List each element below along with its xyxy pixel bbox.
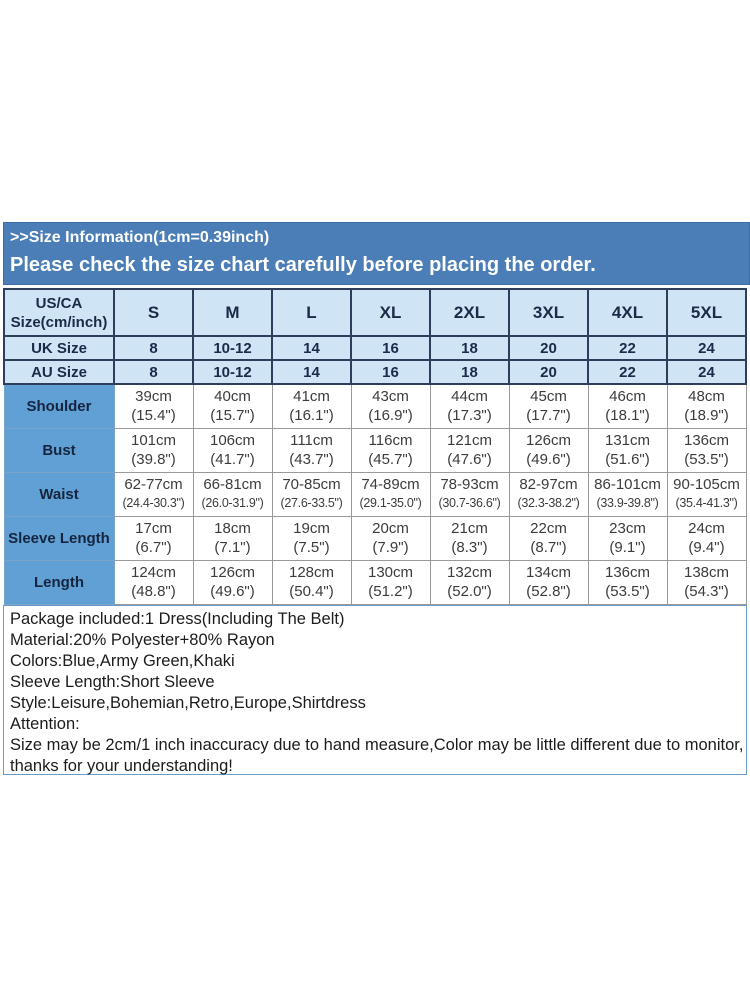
- inch-value: (43.7"): [289, 451, 334, 468]
- cm-value: 39cm: [135, 388, 172, 406]
- au-size-row: [4, 360, 746, 384]
- measurement-cell: [272, 384, 351, 428]
- measurement-label: Length: [4, 560, 114, 604]
- cm-value: 126cm: [209, 564, 256, 581]
- inch-value: (53.5"): [605, 583, 650, 600]
- measurement-cell: [193, 384, 272, 428]
- cm-value: 70-85cm: [282, 476, 341, 493]
- cm-value: 131cm: [604, 432, 651, 449]
- measurement-cell: [667, 384, 746, 428]
- inch-value: (7.9"): [372, 539, 409, 556]
- cm-value: 66-81cm: [203, 476, 262, 493]
- au-size-cell: 16: [351, 360, 430, 384]
- au-size-cell: 24: [667, 360, 746, 384]
- cm-value: 62-77cm: [124, 476, 183, 493]
- inch-value: (49.6"): [210, 583, 255, 600]
- measurement-cell: [351, 560, 430, 604]
- cm-value: 24cm: [688, 520, 725, 537]
- cm-value: 136cm: [604, 564, 651, 581]
- measurement-cell: [193, 560, 272, 604]
- cm-value: 86-101cm: [594, 476, 661, 493]
- inch-value: (30.7-36.6"): [438, 496, 501, 510]
- inch-value: (18.9"): [684, 407, 729, 425]
- size-header-row: [4, 289, 746, 336]
- corner-header-line2: Size(cm/inch): [10, 313, 108, 331]
- measurement-cell: [588, 560, 667, 604]
- measurement-label: Shoulder: [4, 384, 114, 428]
- measurement-cell: [114, 516, 193, 560]
- uk-size-cell: 22: [588, 336, 667, 360]
- details-line: Attention:: [10, 715, 80, 733]
- cm-value: 18cm: [214, 520, 251, 537]
- details-line: Material:20% Polyester+80% Rayon: [10, 631, 275, 649]
- au-size-cell: 22: [588, 360, 667, 384]
- cm-value: 106cm: [209, 432, 256, 449]
- cm-value: 101cm: [130, 432, 177, 449]
- inch-value: (7.1"): [214, 539, 251, 556]
- au-size-cell: 8: [114, 360, 193, 384]
- measurement-cell: [272, 428, 351, 472]
- inch-value: (53.5"): [684, 451, 729, 468]
- cm-value: 130cm: [367, 564, 414, 581]
- size-column-header: 5XL: [667, 289, 746, 336]
- header-banner: [3, 222, 750, 285]
- measurement-row: [4, 428, 746, 472]
- measurement-cell: [509, 560, 588, 604]
- cm-value: 20cm: [372, 520, 409, 537]
- measurement-cell: [667, 428, 746, 472]
- measurement-rows: [4, 384, 746, 604]
- inch-value: (51.6"): [605, 451, 650, 468]
- measurement-cell: [667, 472, 746, 516]
- inch-value: (9.1"): [609, 539, 646, 556]
- measurement-row: [4, 384, 746, 428]
- inch-value: (6.7"): [135, 539, 172, 556]
- inch-value: (49.6"): [526, 451, 571, 468]
- size-check-notice: Please check the size chart carefully before placing the order.: [10, 254, 596, 276]
- measurement-cell: [509, 516, 588, 560]
- inch-value: (18.1"): [605, 407, 650, 425]
- uk-size-cell: 20: [509, 336, 588, 360]
- cm-value: 43cm: [372, 388, 409, 406]
- measurement-label: Waist: [4, 472, 114, 516]
- inch-value: (9.4"): [688, 539, 725, 556]
- measurement-label: Sleeve Length: [4, 516, 114, 560]
- inch-value: (15.7"): [210, 407, 255, 425]
- measurement-row: [4, 472, 746, 516]
- cm-value: 124cm: [130, 564, 177, 581]
- cm-value: 134cm: [525, 564, 572, 581]
- inch-value: (7.5"): [293, 539, 330, 556]
- details-line: Style:Leisure,Bohemian,Retro,Europe,Shirtdress: [10, 694, 366, 712]
- inch-value: (51.2"): [368, 583, 413, 600]
- size-column-header: S: [114, 289, 193, 336]
- uk-size-cell: 10-12: [193, 336, 272, 360]
- cm-value: 116cm: [368, 432, 413, 449]
- cm-value: 46cm: [609, 388, 646, 406]
- size-table: [3, 288, 747, 605]
- measurement-cell: [430, 428, 509, 472]
- measurement-cell: [430, 560, 509, 604]
- inch-value: (41.7"): [210, 451, 255, 468]
- corner-header-line1: US/CA: [35, 294, 83, 312]
- measurement-cell: [193, 472, 272, 516]
- measurement-cell: [272, 560, 351, 604]
- size-column-header: 4XL: [588, 289, 667, 336]
- au-size-cell: 10-12: [193, 360, 272, 384]
- measurement-cell: [667, 560, 746, 604]
- inch-value: (16.1"): [289, 407, 334, 425]
- measurement-cell: [430, 472, 509, 516]
- cm-value: 45cm: [530, 388, 567, 406]
- inch-value: (48.8"): [131, 583, 176, 600]
- uk-size-row: [4, 336, 746, 360]
- inch-value: (29.1-35.0"): [359, 496, 422, 510]
- au-size-cell: 14: [272, 360, 351, 384]
- measurement-cell: [114, 384, 193, 428]
- uk-size-cell: 24: [667, 336, 746, 360]
- measurement-cell: [114, 560, 193, 604]
- cm-value: 17cm: [135, 520, 172, 537]
- inch-value: (27.6-33.5"): [280, 496, 343, 510]
- cm-value: 21cm: [451, 520, 488, 537]
- measurement-cell: [193, 516, 272, 560]
- cm-value: 19cm: [293, 520, 330, 537]
- size-column-header: 3XL: [509, 289, 588, 336]
- inch-value: (8.3"): [451, 539, 488, 556]
- measurement-cell: [588, 384, 667, 428]
- measurement-row: [4, 560, 746, 604]
- cm-value: 22cm: [530, 520, 567, 537]
- uk-size-cell: 14: [272, 336, 351, 360]
- au-size-cell: 20: [509, 360, 588, 384]
- measurement-cell: [351, 384, 430, 428]
- measurement-cell: [114, 428, 193, 472]
- cm-value: 48cm: [688, 388, 725, 406]
- cm-value: 138cm: [683, 564, 730, 581]
- measurement-row: [4, 516, 746, 560]
- cm-value: 126cm: [525, 432, 572, 449]
- size-column-header: M: [193, 289, 272, 336]
- inch-value: (8.7"): [530, 539, 567, 556]
- cm-value: 132cm: [446, 564, 493, 581]
- measurement-cell: [509, 472, 588, 516]
- measurement-cell: [509, 428, 588, 472]
- inch-value: (33.9-39.8"): [596, 496, 659, 510]
- inch-value: (17.7"): [526, 407, 571, 425]
- cm-value: 41cm: [293, 388, 330, 406]
- cm-value: 82-97cm: [519, 476, 578, 493]
- size-column-header: L: [272, 289, 351, 336]
- au-size-cell: 18: [430, 360, 509, 384]
- measurement-label: Bust: [4, 428, 114, 472]
- inch-value: (35.4-41.3"): [675, 496, 738, 510]
- measurement-cell: [193, 428, 272, 472]
- cm-value: 121cm: [446, 432, 493, 449]
- measurement-cell: [588, 428, 667, 472]
- details-line: Colors:Blue,Army Green,Khaki: [10, 652, 235, 670]
- measurement-cell: [272, 472, 351, 516]
- uk-size-cell: 8: [114, 336, 193, 360]
- inch-value: (54.3"): [684, 583, 729, 600]
- measurement-cell: [114, 472, 193, 516]
- uk-size-label: UK Size: [4, 336, 114, 360]
- cm-value: 111cm: [290, 432, 333, 449]
- inch-value: (52.0"): [447, 583, 492, 600]
- size-information-title: >>Size Information(1cm=0.39inch): [10, 229, 270, 246]
- measurement-cell: [588, 472, 667, 516]
- measurement-cell: [351, 516, 430, 560]
- cm-value: 23cm: [609, 520, 646, 537]
- size-column-header: 2XL: [430, 289, 509, 336]
- inch-value: (26.0-31.9"): [201, 496, 264, 510]
- inch-value: (50.4"): [289, 583, 334, 600]
- measurement-cell: [272, 516, 351, 560]
- inch-value: (39.8"): [131, 451, 176, 468]
- cm-value: 40cm: [214, 388, 251, 406]
- cm-value: 136cm: [683, 432, 730, 449]
- uk-size-cell: 16: [351, 336, 430, 360]
- cm-value: 74-89cm: [361, 476, 420, 493]
- size-column-header: XL: [351, 289, 430, 336]
- inch-value: (24.4-30.3"): [122, 496, 185, 510]
- uk-size-cell: 18: [430, 336, 509, 360]
- measurement-cell: [351, 428, 430, 472]
- inch-value: (45.7"): [368, 451, 413, 468]
- inch-value: (17.3"): [447, 407, 492, 425]
- measurement-cell: [430, 384, 509, 428]
- measurement-cell: [509, 384, 588, 428]
- details-line: Sleeve Length:Short Sleeve: [10, 673, 215, 691]
- cm-value: 78-93cm: [440, 476, 499, 493]
- details-line: Size may be 2cm/1 inch inaccuracy due to hand measure,Color may be little different due to monitor,thanks for your understanding!: [10, 736, 744, 775]
- product-details: [3, 605, 747, 775]
- measurement-cell: [430, 516, 509, 560]
- inch-value: (47.6"): [447, 451, 492, 468]
- inch-value: (16.9"): [368, 407, 413, 425]
- cm-value: 128cm: [288, 564, 335, 581]
- cm-value: 90-105cm: [673, 476, 740, 493]
- cm-value: 44cm: [451, 388, 488, 406]
- corner-header-cell: [4, 289, 114, 336]
- inch-value: (52.8"): [526, 583, 571, 600]
- details-line: Package included:1 Dress(Including The Belt): [10, 610, 345, 628]
- measurement-cell: [588, 516, 667, 560]
- measurement-cell: [351, 472, 430, 516]
- inch-value: (15.4"): [131, 407, 176, 425]
- inch-value: (32.3-38.2"): [517, 496, 580, 510]
- au-size-label: AU Size: [4, 360, 114, 384]
- measurement-cell: [667, 516, 746, 560]
